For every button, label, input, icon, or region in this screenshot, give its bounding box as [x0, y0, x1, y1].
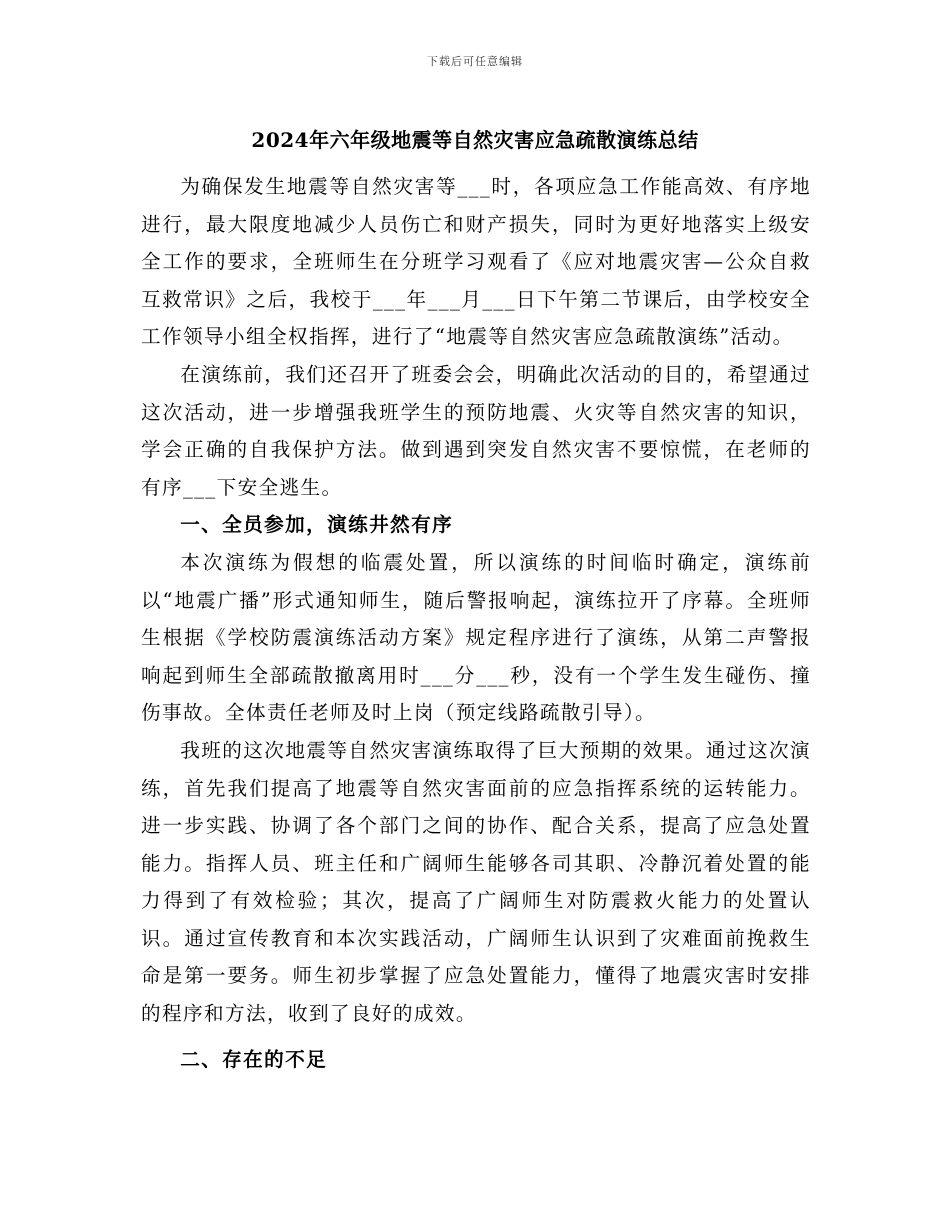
paragraph-intro: 为确保发生地震等自然灾害等___时，各项应急工作能高效、有序地进行，最大限度地减少人员伤亡和财产损失，同时为更好地落实上级安全工作的要求，全班师生在分班学习观看了《应对地震灾害—公众自救互救常识》之后，我校于___年___月___日下午第二节课后，由学校安全工作领导小组全权指挥，进行了“地震等自然灾害应急疏散演练”活动。 [141, 175, 811, 349]
paragraph-drill-process: 本次演练为假想的临震处置，所以演练的时间临时确定，演练前以“地震广播”形式通知师生，随后警报响起，演练拉开了序幕。全班师生根据《学校防震演练活动方案》规定程序进行了演练，从第二声警报响起到师生全部疏散撤离用时___分___秒，没有一个学生发生碰伤、撞伤事故。全体责任老师及时上岗（预定线路疏散引导）。 [141, 550, 811, 725]
paragraph-drill-effect: 我班的这次地震等自然灾害演练取得了巨大预期的效果。通过这次演练，首先我们提高了地震等自然灾害面前的应急指挥系统的运转能力。进一步实践、协调了各个部门之间的协作、配合关系，提高了应急处置能力。指挥人员、班主任和广阔师生能够各司其职、冷静沉着处置的能力得到了有效检验；其次，提高了广阔师生对防震救火能力的处置认识。通过宣传教育和本次实践活动，广阔师生认识到了灾难面前挽救生命是第一要务。师生初步掌握了应急处置能力，懂得了地震灾害时安排的程序和方法，收到了良好的成效。 [141, 738, 811, 1026]
section-heading-1: 一、全员参加，演练井然有序 [180, 513, 454, 537]
header-note: 下载后可任意编辑 [427, 55, 523, 68]
document-body [141, 168, 811, 1078]
section-heading-2: 二、存在的不足 [180, 1047, 328, 1071]
paragraph-preparation: 在演练前，我们还召开了班委会会，明确此次活动的目的，希望通过这次活动，进一步增强我班学生的预防地震、火灾等自然灾害的知识，学会正确的自我保护方法。做到遇到突发自然灾害不要惊慌，在老师的有序___下安全逃生。 [141, 362, 811, 499]
document-title: 2024年六年级地震等自然灾害应急疏散演练总结 [251, 128, 699, 152]
